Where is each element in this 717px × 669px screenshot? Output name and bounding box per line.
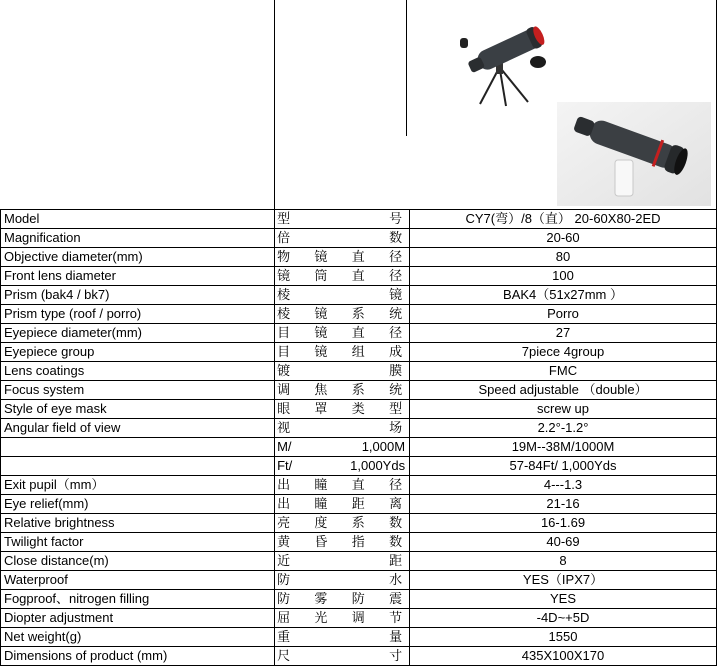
spec-label-cn-char: 组 xyxy=(351,344,365,359)
spec-label-cn xyxy=(275,552,410,571)
spec-label-cn-char: 直 xyxy=(351,249,365,264)
spec-label-cn-char: 重 xyxy=(277,629,291,644)
spec-label-cn-char: 统 xyxy=(389,306,403,321)
spec-row xyxy=(1,457,717,476)
spec-row xyxy=(1,248,717,267)
spec-label-cn-char: 昏 xyxy=(314,534,328,549)
spec-label-cn xyxy=(275,438,410,457)
spec-label-cn xyxy=(275,628,410,647)
spec-label-cn-char: 焦 xyxy=(314,382,328,397)
spec-label-cn-char: 镜 xyxy=(277,268,291,283)
spec-value: -4D~+5D xyxy=(410,609,717,628)
spec-label-cn-char: 防 xyxy=(277,572,291,587)
spec-label-cn-char: 直 xyxy=(351,325,365,340)
spec-value: 2.2°-1.2° xyxy=(410,419,717,438)
spec-label-cn-char: 水 xyxy=(389,572,403,587)
spec-value: YES xyxy=(410,590,717,609)
spec-label-cn-char: 视 xyxy=(277,420,291,435)
spec-row xyxy=(1,647,717,666)
spec-label-cn xyxy=(275,533,410,552)
spec-row xyxy=(1,286,717,305)
spec-row xyxy=(1,514,717,533)
spec-label-cn-char: 成 xyxy=(389,344,403,359)
spec-label-cn-char: 黄 xyxy=(277,534,291,549)
spec-label-cn xyxy=(275,647,410,666)
spec-label-cn-char: 目 xyxy=(277,325,291,340)
spec-label-cn-char: 膜 xyxy=(389,363,403,378)
spec-label-cn-char: 出 xyxy=(277,477,291,492)
spec-row xyxy=(1,343,717,362)
spec-label-cn-char: 棱 xyxy=(277,287,291,302)
spec-label-cn-char: 罩 xyxy=(314,401,328,416)
spec-row xyxy=(1,381,717,400)
spec-label-cn-char: 镜 xyxy=(314,325,328,340)
spec-value: Speed adjustable （double） xyxy=(410,381,717,400)
spec-row xyxy=(1,438,717,457)
spotting-scope-straight-image xyxy=(557,102,711,206)
spec-value: 19M--38M/1000M xyxy=(410,438,717,457)
spec-label-cn-char: 指 xyxy=(351,534,365,549)
spec-label-cn-char: 数 xyxy=(389,515,403,530)
spec-label-en: Objective diameter(mm) xyxy=(1,248,275,267)
spec-row xyxy=(1,590,717,609)
spec-label-cn xyxy=(275,362,410,381)
spec-label-cn-char: M/ xyxy=(277,439,292,454)
spec-label-en: Prism (bak4 / bk7) xyxy=(1,286,275,305)
spec-label-cn-char: 径 xyxy=(389,477,403,492)
spec-label-cn-char: 倍 xyxy=(277,230,291,245)
spec-label-cn xyxy=(275,571,410,590)
spec-label-cn-char: 类 xyxy=(351,401,365,416)
specification-table xyxy=(0,209,717,666)
spec-label-cn-char: 距 xyxy=(351,496,365,511)
spec-label-cn-char: 直 xyxy=(351,268,365,283)
spec-row xyxy=(1,267,717,286)
spec-value: 7piece 4group xyxy=(410,343,717,362)
spec-label-en: Eye relief(mm) xyxy=(1,495,275,514)
spec-label-en: Front lens diameter xyxy=(1,267,275,286)
spec-row xyxy=(1,609,717,628)
spec-row xyxy=(1,210,717,229)
spec-label-cn-char: 镀 xyxy=(277,363,291,378)
spec-label-en: Eyepiece group xyxy=(1,343,275,362)
spec-label-en: Exit pupil（mm） xyxy=(1,476,275,495)
spec-label-cn-char: 系 xyxy=(351,306,365,321)
spec-row xyxy=(1,419,717,438)
spec-label-cn-char: 调 xyxy=(277,382,291,397)
spec-label-cn xyxy=(275,381,410,400)
spec-label-cn xyxy=(275,305,410,324)
spec-label-en: Fogproof、nitrogen filling xyxy=(1,590,275,609)
spec-label-cn-char: 度 xyxy=(314,515,328,530)
spec-label-cn-char: 径 xyxy=(389,268,403,283)
spec-label-en: Focus system xyxy=(1,381,275,400)
spec-label-en: Twilight factor xyxy=(1,533,275,552)
spec-row xyxy=(1,533,717,552)
spec-label-cn-char: 1,000Yds xyxy=(350,458,406,473)
spec-value: 40-69 xyxy=(410,533,717,552)
spec-row xyxy=(1,305,717,324)
spec-label-en: Waterproof xyxy=(1,571,275,590)
spec-label-en: Diopter adjustment xyxy=(1,609,275,628)
spec-label-cn-char: 瞳 xyxy=(314,496,328,511)
spec-label-cn-char: 眼 xyxy=(277,401,291,416)
spec-label-cn-char: 系 xyxy=(351,515,365,530)
spec-value: 80 xyxy=(410,248,717,267)
spec-label-cn-char: 物 xyxy=(277,249,291,264)
spec-label-en: Close distance(m) xyxy=(1,552,275,571)
spec-label-en: Eyepiece diameter(mm) xyxy=(1,324,275,343)
spec-label-en: Relative brightness xyxy=(1,514,275,533)
spec-value: 20-60 xyxy=(410,229,717,248)
spec-label-cn xyxy=(275,419,410,438)
spec-label-cn xyxy=(275,324,410,343)
spec-label-cn-char: 震 xyxy=(389,591,403,606)
header-divider-left xyxy=(274,0,275,209)
spec-row xyxy=(1,571,717,590)
spec-value: CY7(弯）/8（直） 20-60X80-2ED xyxy=(410,210,717,229)
spec-label-cn-char: Ft/ xyxy=(277,458,293,473)
spec-label-cn-char: 瞳 xyxy=(314,477,328,492)
spec-label-cn-char: 型 xyxy=(389,401,403,416)
spec-value: YES（IPX7） xyxy=(410,571,717,590)
spotting-scope-tripod-image xyxy=(458,20,550,110)
spec-value: 1550 xyxy=(410,628,717,647)
spec-value: 16-1.69 xyxy=(410,514,717,533)
spec-label-cn-char: 号 xyxy=(389,211,403,226)
spec-value: FMC xyxy=(410,362,717,381)
spec-label-cn-char: 量 xyxy=(389,629,403,644)
spec-label-cn xyxy=(275,343,410,362)
spec-value: 4---1.3 xyxy=(410,476,717,495)
spec-label-en: Lens coatings xyxy=(1,362,275,381)
spec-label-cn xyxy=(275,229,410,248)
spec-label-en: Prism type (roof / porro) xyxy=(1,305,275,324)
spec-label-cn-char: 系 xyxy=(351,382,365,397)
spec-label-cn-char: 距 xyxy=(389,553,403,568)
spec-row xyxy=(1,324,717,343)
spec-value: 100 xyxy=(410,267,717,286)
spec-label-cn-char: 屈 xyxy=(277,610,291,625)
spec-label-cn-char: 离 xyxy=(389,496,403,511)
spec-row xyxy=(1,628,717,647)
spec-label-cn-char: 光 xyxy=(314,610,328,625)
spec-value: 27 xyxy=(410,324,717,343)
spec-row xyxy=(1,400,717,419)
spec-label-en: Style of eye mask xyxy=(1,400,275,419)
spec-label-cn-char: 防 xyxy=(351,591,365,606)
header-divider-right xyxy=(406,0,407,136)
spec-label-cn-char: 径 xyxy=(389,249,403,264)
spec-value: 8 xyxy=(410,552,717,571)
spec-label-cn-char: 统 xyxy=(389,382,403,397)
spec-label-cn-char: 防 xyxy=(277,591,291,606)
spec-label-en xyxy=(1,457,275,476)
spec-label-cn-char: 亮 xyxy=(277,515,291,530)
spec-row xyxy=(1,495,717,514)
spec-label-cn-char: 1,000M xyxy=(361,439,406,454)
spec-label-cn-char: 调 xyxy=(351,610,365,625)
spec-label-cn xyxy=(275,267,410,286)
spec-label-cn-char: 直 xyxy=(351,477,365,492)
spec-label-en xyxy=(1,438,275,457)
spec-label-en: Angular field of view xyxy=(1,419,275,438)
spec-label-cn xyxy=(275,495,410,514)
spec-label-cn-char: 尺 xyxy=(277,648,291,663)
spec-row xyxy=(1,476,717,495)
spec-value: screw up xyxy=(410,400,717,419)
spec-label-cn xyxy=(275,590,410,609)
spec-value: 21-16 xyxy=(410,495,717,514)
spec-label-cn-char: 型 xyxy=(277,211,291,226)
spec-label-cn xyxy=(275,286,410,305)
spec-label-cn-char: 场 xyxy=(389,420,403,435)
spec-label-en: Net weight(g) xyxy=(1,628,275,647)
spec-label-cn-char: 镜 xyxy=(314,249,328,264)
spec-label-cn-char: 节 xyxy=(389,610,403,625)
spec-label-cn-char: 镜 xyxy=(314,306,328,321)
spec-label-cn-char: 寸 xyxy=(389,648,403,663)
spec-label-cn xyxy=(275,400,410,419)
spec-label-cn-char: 镜 xyxy=(314,344,328,359)
spec-label-cn xyxy=(275,457,410,476)
spec-label-cn xyxy=(275,609,410,628)
spec-label-cn-char: 棱 xyxy=(277,306,291,321)
spec-label-en: Dimensions of product (mm) xyxy=(1,647,275,666)
spec-row xyxy=(1,362,717,381)
spec-label-cn xyxy=(275,514,410,533)
spec-row xyxy=(1,229,717,248)
spec-label-cn-char: 目 xyxy=(277,344,291,359)
spec-label-cn xyxy=(275,210,410,229)
spec-label-cn-char: 径 xyxy=(389,325,403,340)
spec-value: BAK4（51x27mm ） xyxy=(410,286,717,305)
spec-label-cn xyxy=(275,248,410,267)
spec-label-cn-char: 数 xyxy=(389,230,403,245)
spec-label-cn-char: 近 xyxy=(277,553,291,568)
spec-label-cn-char: 镜 xyxy=(389,287,403,302)
spec-label-cn-char: 数 xyxy=(389,534,403,549)
spec-row xyxy=(1,552,717,571)
spec-label-cn xyxy=(275,476,410,495)
spec-label-cn-char: 雾 xyxy=(314,591,328,606)
spec-value: 435X100X170 xyxy=(410,647,717,666)
spec-label-en: Magnification xyxy=(1,229,275,248)
spec-value: 57-84Ft/ 1,000Yds xyxy=(410,457,717,476)
spec-value: Porro xyxy=(410,305,717,324)
spec-label-en: Model xyxy=(1,210,275,229)
spec-label-cn-char: 筒 xyxy=(314,268,328,283)
spec-label-cn-char: 出 xyxy=(277,496,291,511)
